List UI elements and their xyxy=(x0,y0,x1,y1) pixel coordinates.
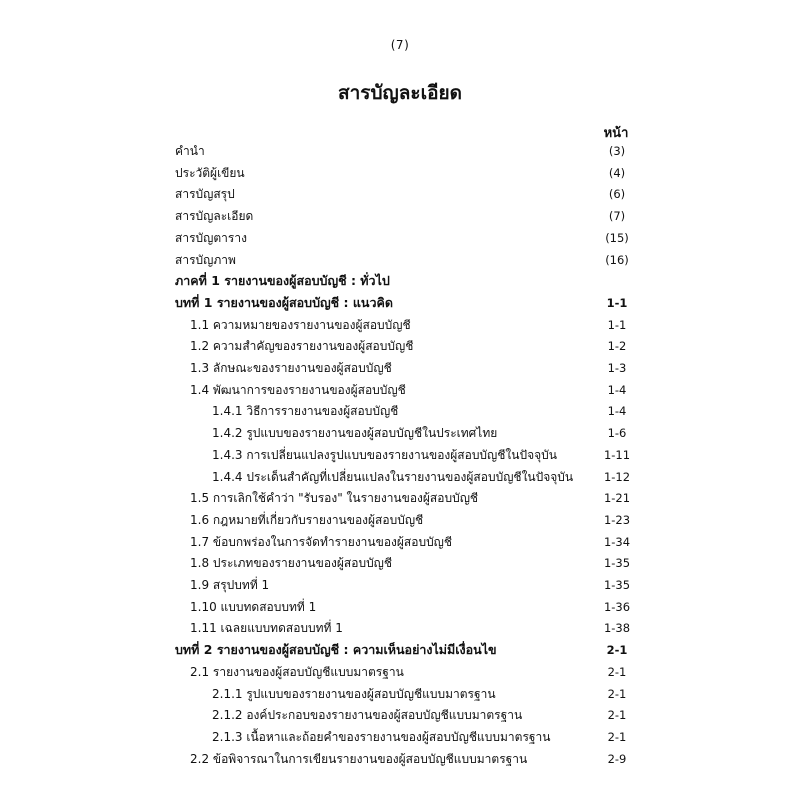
toc-entry xyxy=(0,249,800,271)
toc-label: สารบัญสรุป xyxy=(175,187,235,202)
toc-page-number: 2-1 xyxy=(607,729,627,744)
toc-section xyxy=(0,314,800,336)
toc-page-number: 1-21 xyxy=(603,491,631,506)
toc-section xyxy=(0,379,800,401)
toc-label: 1.3 ลักษณะของรายงานของผู้สอบบัญชี xyxy=(190,361,392,375)
toc-label: 1.4 พัฒนาการของรายงานของผู้สอบบัญชี xyxy=(190,382,406,397)
toc-subsection xyxy=(0,444,800,466)
toc-label: ประวัติผู้เขียน xyxy=(175,165,245,180)
toc-label: บทที่ 2 รายงานของผู้สอบบัญชี : ความเห็นอย่างไม่มีเงื่อนไข xyxy=(175,642,497,658)
toc-entry xyxy=(0,227,800,249)
toc-label: 1.5 การเลิกใช้คำว่า "รับรอง" ในรายงานของผู้สอบบัญชี xyxy=(190,491,479,506)
toc-page-number: (6) xyxy=(608,187,626,202)
toc-page-number: 1-34 xyxy=(603,534,631,549)
toc-section xyxy=(0,509,800,531)
toc-entry xyxy=(0,162,800,184)
toc-label: สารบัญภาพ xyxy=(175,252,236,267)
toc-heading xyxy=(0,639,800,661)
toc-section xyxy=(0,531,800,553)
toc-entry xyxy=(0,183,800,205)
toc-label: 1.11 เฉลยแบบทดสอบบทที่ 1 xyxy=(190,621,343,636)
toc-subsection xyxy=(0,683,800,705)
toc-label: 2.1.1 รูปแบบของรายงานของผู้สอบบัญชีแบบมาตรฐาน xyxy=(212,686,496,701)
toc-section xyxy=(0,552,800,574)
toc-page-number: 1-38 xyxy=(603,621,631,636)
toc-label: 1.4.4 ประเด็นสำคัญที่เปลี่ยนแปลงในรายงานของผู้สอบบัญชีในปัจจุบัน xyxy=(212,469,574,484)
toc-page-number: (16) xyxy=(605,252,629,267)
toc-section xyxy=(0,574,800,596)
toc-label: 1.4.1 วิธีการรายงานของผู้สอบบัญชี xyxy=(212,404,399,419)
toc-label: 2.1.2 องค์ประกอบของรายงานของผู้สอบบัญชีแบบมาตรฐาน xyxy=(212,708,523,723)
toc-label: คำนำ xyxy=(175,144,205,158)
toc-entry xyxy=(0,205,800,227)
toc-label: 1.4.2 รูปแบบของรายงานของผู้สอบบัญชีในประเทศไทย xyxy=(212,426,498,441)
toc-heading xyxy=(0,270,800,292)
toc-label: 1.9 สรุปบทที่ 1 xyxy=(190,578,270,592)
toc-page-number: 1-6 xyxy=(607,426,627,441)
table-of-contents xyxy=(0,140,800,790)
toc-page-number: 1-1 xyxy=(607,317,627,332)
toc-label: 1.1 ความหมายของรายงานของผู้สอบบัญชี xyxy=(190,317,411,332)
toc-page-number: 1-2 xyxy=(607,339,627,354)
toc-section xyxy=(0,617,800,639)
toc-page-number: 1-1 xyxy=(606,295,628,310)
toc-subsection xyxy=(0,726,800,748)
toc-page-number: (4) xyxy=(608,165,626,180)
toc-section xyxy=(0,335,800,357)
toc-page-number: (7) xyxy=(608,209,626,224)
toc-label: 1.4.3 การเปลี่ยนแปลงรูปแบบของรายงานของผู้สอบบัญชีในปัจจุบัน xyxy=(212,447,557,462)
toc-page-number: 1-11 xyxy=(603,447,631,462)
toc-page-number: 2-1 xyxy=(607,664,627,679)
toc-page-number: 1-36 xyxy=(603,599,631,614)
toc-page-number: 1-35 xyxy=(603,578,631,592)
toc-section xyxy=(0,748,800,770)
toc-label: 1.6 กฎหมายที่เกี่ยวกับรายงานของผู้สอบบัญชี xyxy=(190,512,424,527)
page-title: สารบัญละเอียด xyxy=(338,82,462,104)
page-column-header: หน้า xyxy=(603,126,629,141)
toc-label: สารบัญตาราง xyxy=(175,230,247,245)
toc-label: 2.1.3 เนื้อหาและถ้อยคำของรายงานของผู้สอบบัญชีแบบมาตรฐาน xyxy=(212,729,551,744)
toc-page-number: 1-35 xyxy=(603,556,631,571)
toc-page-number: (3) xyxy=(608,144,626,158)
toc-label: บทที่ 1 รายงานของผู้สอบบัญชี : แนวคิด xyxy=(175,294,393,310)
toc-label: สารบัญละเอียด xyxy=(175,209,254,224)
toc-page-number: 1-4 xyxy=(607,404,627,419)
toc-label: 1.8 ประเภทของรายงานของผู้สอบบัญชี xyxy=(190,556,393,571)
page-number: (7) xyxy=(390,38,410,52)
toc-section xyxy=(0,357,800,379)
toc-section xyxy=(0,596,800,618)
toc-label: 1.2 ความสำคัญของรายงานของผู้สอบบัญชี xyxy=(190,339,414,354)
toc-page-number: 2-9 xyxy=(607,751,627,766)
toc-section xyxy=(0,487,800,509)
toc-page-number: (15) xyxy=(605,230,629,245)
toc-section xyxy=(0,661,800,683)
toc-heading xyxy=(0,292,800,314)
toc-label: 1.7 ข้อบกพร่องในการจัดทำรายงานของผู้สอบบัญชี xyxy=(190,534,453,549)
toc-subsection xyxy=(0,400,800,422)
toc-label: ภาคที่ 1 รายงานของผู้สอบบัญชี : ทั่วไป xyxy=(175,273,390,289)
toc-page-number: 1-4 xyxy=(607,382,627,397)
toc-subsection xyxy=(0,466,800,488)
toc-label: 2.1 รายงานของผู้สอบบัญชีแบบมาตรฐาน xyxy=(190,664,404,679)
toc-page-number: 2-1 xyxy=(607,686,627,701)
toc-entry xyxy=(0,140,800,162)
toc-subsection xyxy=(0,422,800,444)
toc-page-number: 1-12 xyxy=(603,469,631,484)
toc-subsection xyxy=(0,704,800,726)
toc-label: 2.2 ข้อพิจารณาในการเขียนรายงานของผู้สอบบัญชีแบบมาตรฐาน xyxy=(190,751,528,766)
toc-page-number: 1-3 xyxy=(607,361,627,375)
toc-page-number: 1-23 xyxy=(603,512,631,527)
toc-page-number: 2-1 xyxy=(606,643,628,658)
toc-label: 1.10 แบบทดสอบบทที่ 1 xyxy=(190,599,317,614)
toc-page-number: 2-1 xyxy=(607,708,627,723)
